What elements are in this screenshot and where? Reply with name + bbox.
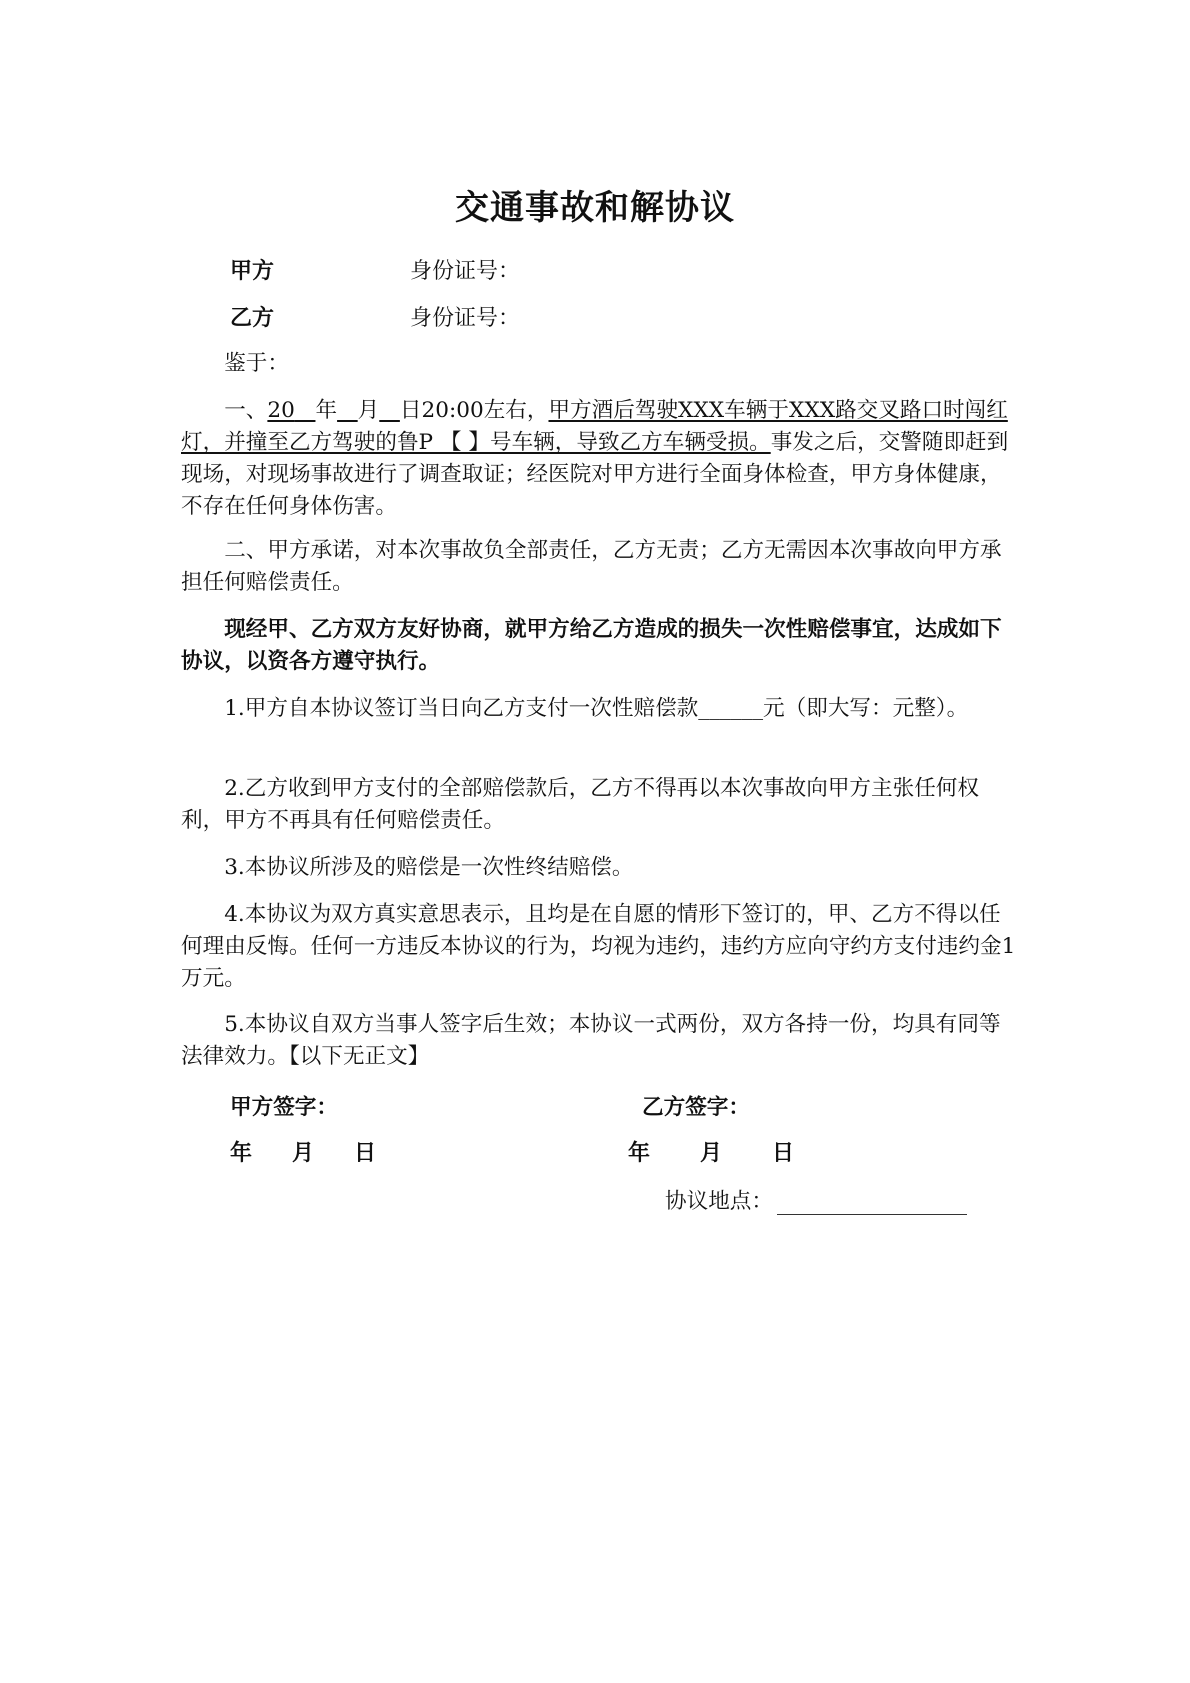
party-a-date-month: 月 (292, 1141, 315, 1166)
item-1 (181, 693, 1018, 725)
party-a-label: 甲方 (230, 259, 275, 284)
document-title: 交通事故和解协议 (455, 188, 735, 228)
party-b-label: 乙方 (230, 306, 275, 331)
item-1-text-after: 元（即大写：元整）。 (763, 696, 969, 721)
item-2: 2.乙方收到甲方支付的全部赔偿款后，乙方不得再以本次事故向甲方主张任何权利，甲方不再具有任何赔偿责任。 (181, 776, 979, 833)
item-1-text: 1.甲方自本协议签订当日向乙方支付一次性赔偿款 (224, 696, 699, 721)
agreement-place-label: 协议地点： (665, 1189, 773, 1214)
clause-1-prefix: 一、 (224, 398, 268, 423)
clause-2: 二、甲方承诺，对本次事故负全部责任，乙方无责；乙方无需因本次事故向甲方承担任何赔偿责任。 (181, 538, 1002, 595)
party-a-signature-label: 甲方签字： (230, 1095, 338, 1120)
clause-1-day-blank (379, 398, 400, 423)
item-3: 3.本协议所涉及的赔偿是一次性终结赔偿。 (224, 855, 634, 880)
party-a-date-day: 日 (354, 1141, 377, 1166)
agreement-place (665, 1184, 967, 1215)
clause-1 (181, 395, 1018, 523)
item-5: 5.本协议自双方当事人签字后生效；本协议一式两份，双方各持一份，均具有同等法律效力。【以下无正文】 (181, 1012, 1001, 1069)
party-b-date-day: 日 (772, 1141, 795, 1166)
whereas-line: 鉴于： (224, 351, 289, 376)
party-b-row (230, 301, 521, 332)
item-4: 4.本协议为双方真实意思表示，且均是在自愿的情形下签订的，甲、乙方不得以任何理由反悔。任何一方违反本协议的行为，均视为违约，违约方应向守约方支付违约金1万元。 (181, 902, 1016, 991)
party-b-date (628, 1136, 794, 1167)
party-b-date-year: 年 (628, 1141, 651, 1166)
clause-1-day-suffix: 日20:00左右， (399, 398, 549, 423)
consensus-statement: 现经甲、乙方双方友好协商，就甲方给乙方造成的损失一次性赔偿事宜，达成如下协议，以资各方遵守执行。 (181, 617, 1002, 674)
clause-1-month-suffix: 月 (357, 398, 380, 423)
item-1-amount-blank: ______ (698, 696, 764, 721)
party-b-signature-label: 乙方签字： (642, 1095, 750, 1120)
agreement-place-blank-line (777, 1194, 967, 1215)
clause-1-year-prefix: 20 (267, 398, 295, 423)
party-a-date (230, 1136, 376, 1167)
party-a-date-year: 年 (230, 1141, 253, 1166)
clause-1-rest: 事发之后，交警随即赶到现场，对现场事故进行了调查取证；经医院对甲方进行全面身体检查，甲方身体健康，不存在任何身体伤害。 (181, 430, 1009, 519)
clause-1-month-blank (337, 398, 358, 423)
party-a-id-label: 身份证号： (410, 259, 521, 284)
party-a-row (230, 254, 521, 285)
clause-1-year-blank (295, 398, 316, 423)
party-b-id-label: 身份证号： (410, 306, 521, 331)
party-b-date-month: 月 (700, 1141, 723, 1166)
clause-1-year-suffix: 年 (315, 398, 338, 423)
clause-1-incident: 甲方酒后驾驶XXX车辆于XXX路交叉路口时闯红灯，并撞至乙方驾驶的鲁P 【 】号车辆，导致乙方车辆受损。 (181, 398, 1008, 455)
